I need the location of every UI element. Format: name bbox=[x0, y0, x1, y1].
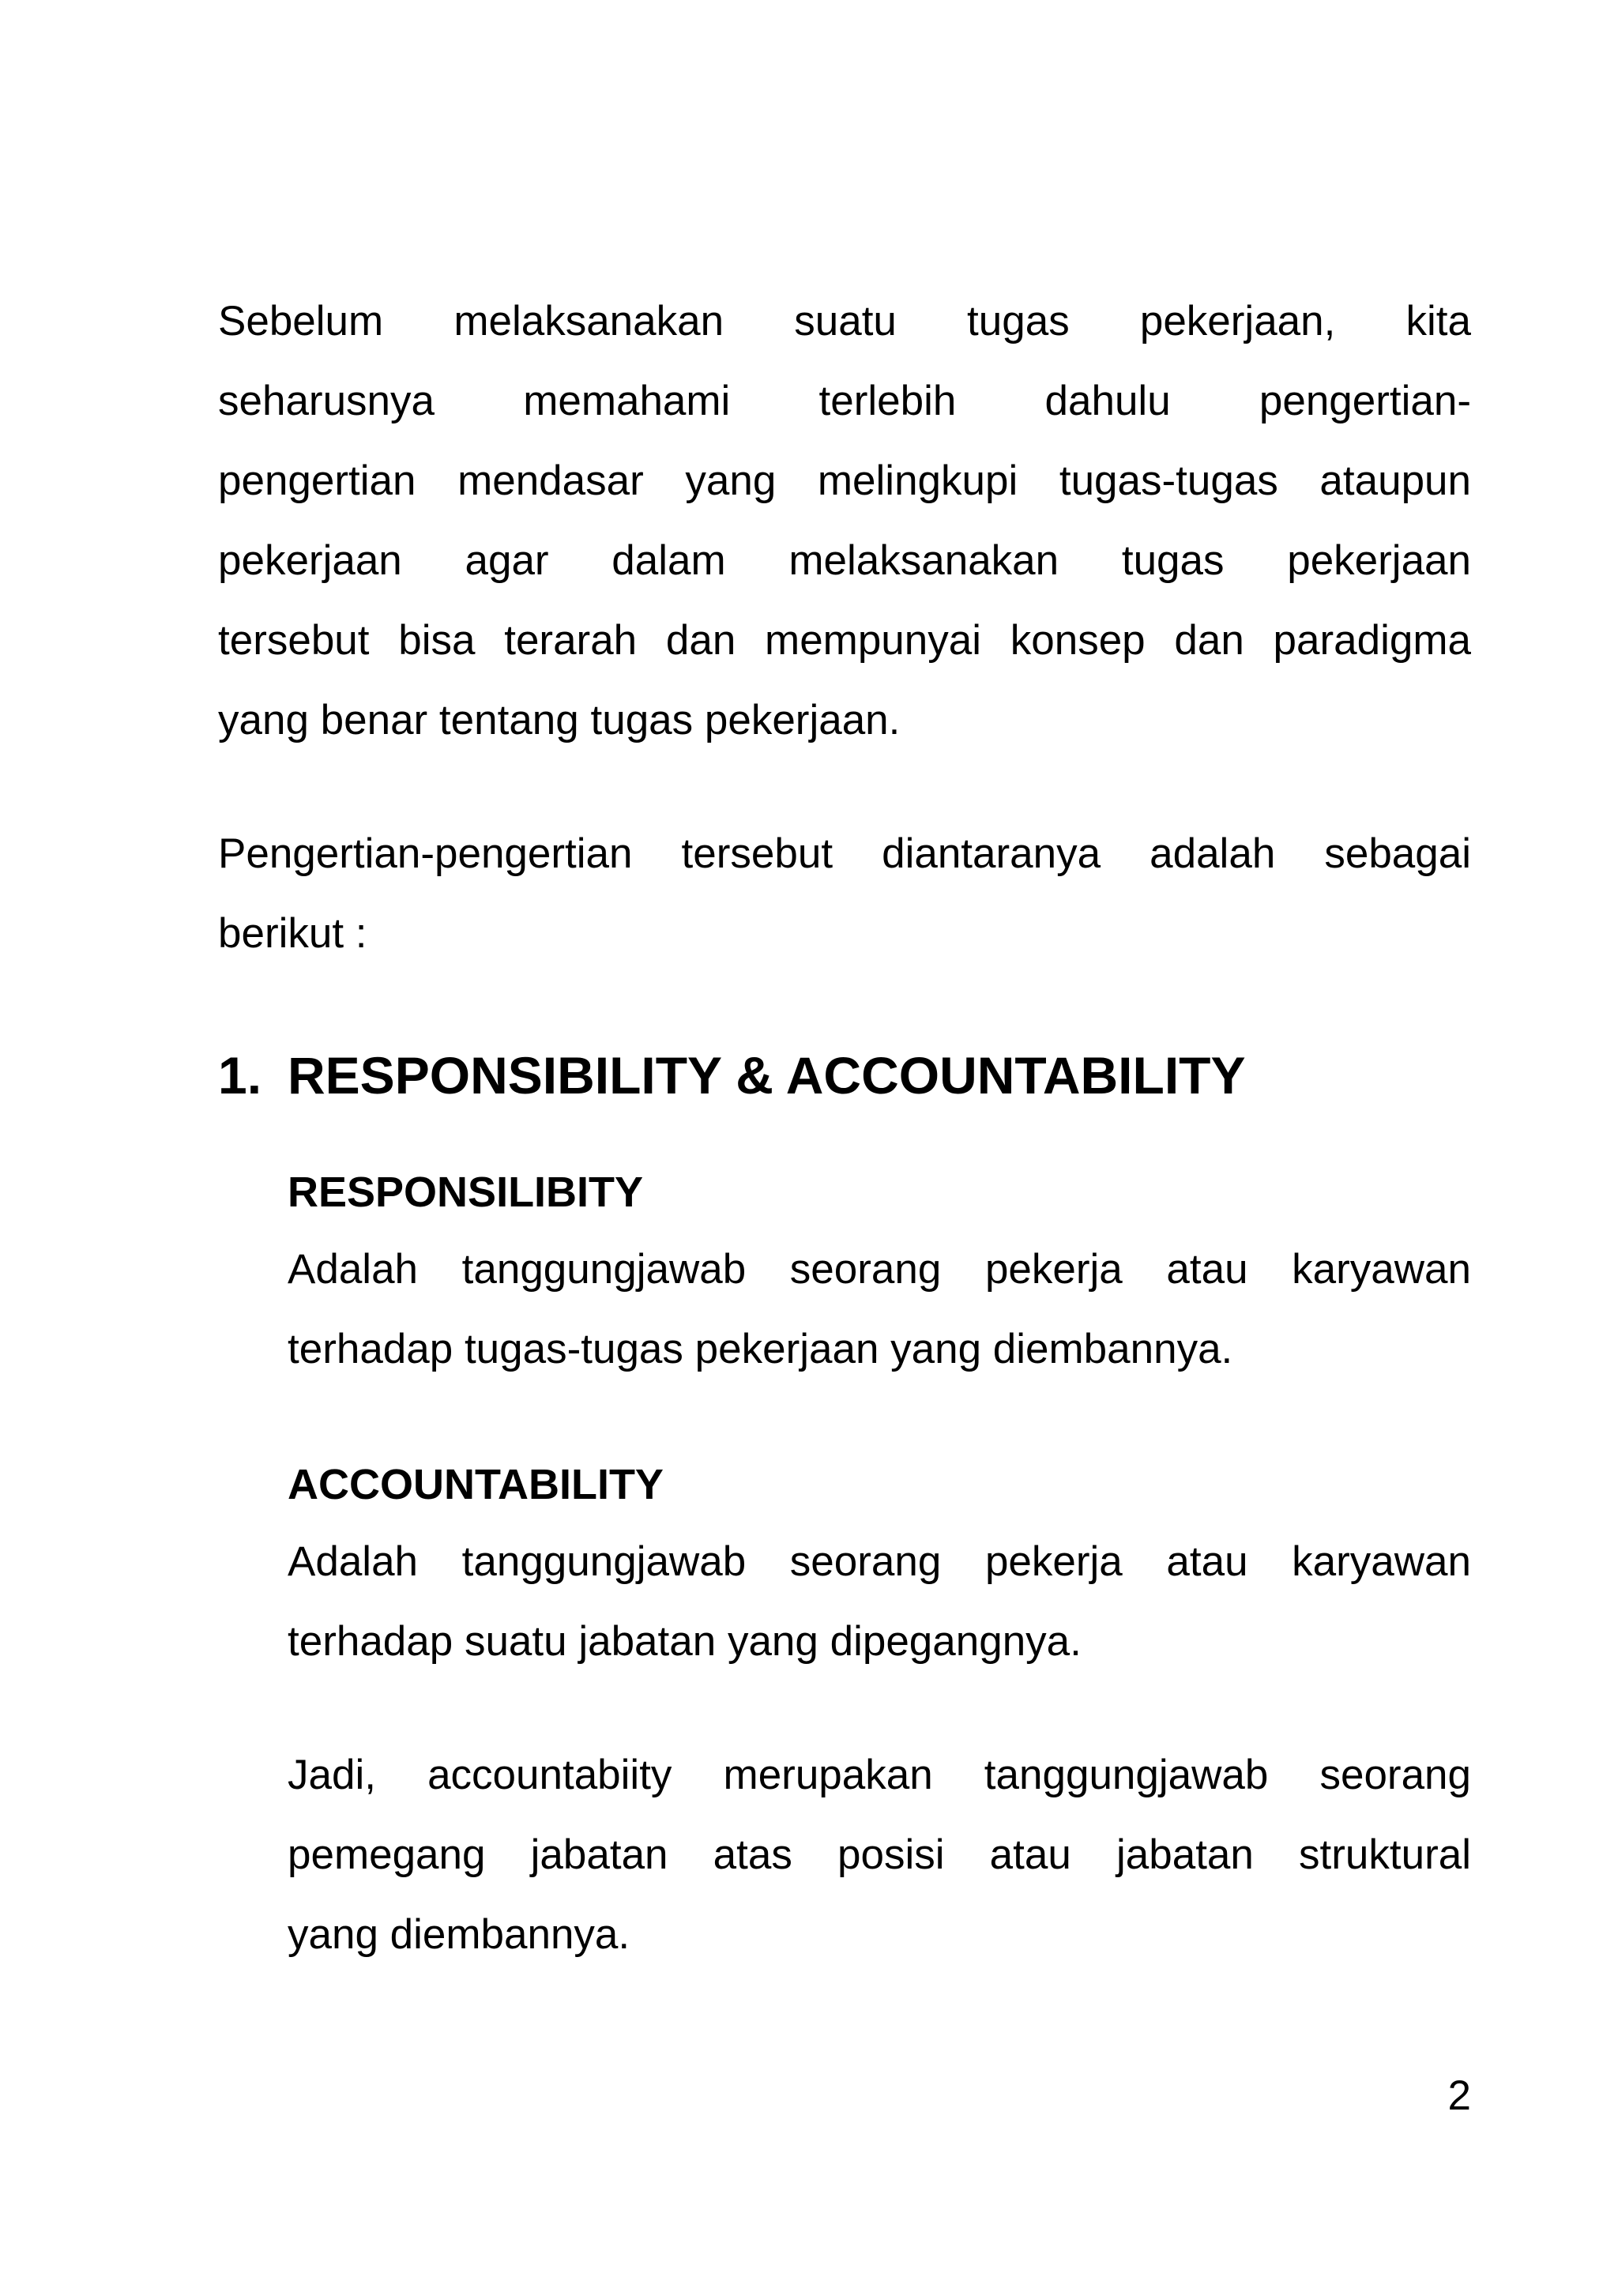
intro-second-paragraph bbox=[218, 814, 1471, 973]
paragraph-line: Jadi, accountabiity merupakan tanggungjawab seorang bbox=[288, 1752, 1471, 1798]
responsibility-definition bbox=[288, 1229, 1471, 1389]
intro-paragraph bbox=[218, 281, 1471, 760]
section-heading bbox=[218, 1040, 1246, 1111]
accountability-heading: ACCOUNTABILITY bbox=[288, 1461, 664, 1508]
paragraph-line: Adalah tanggungjawab seorang pekerja atau karyawan bbox=[288, 1538, 1471, 1585]
paragraph-line: terhadap tugas-tugas pekerjaan yang diembannya. bbox=[288, 1326, 1233, 1372]
paragraph-line: pemegang jabatan atas posisi atau jabatan struktural bbox=[288, 1831, 1471, 1878]
section-title: RESPONSIBILITY & ACCOUNTABILITY bbox=[288, 1046, 1246, 1105]
paragraph-line: Pengertian-pengertian tersebut diantaranya adalah sebagai bbox=[218, 830, 1471, 877]
paragraph-line: tersebut bisa terarah dan mempunyai konsep dan paradigma bbox=[218, 617, 1471, 664]
page-number: 2 bbox=[1447, 2072, 1471, 2119]
paragraph-line: Sebelum melaksanakan suatu tugas pekerjaan, kita bbox=[218, 298, 1471, 344]
paragraph-line: Adalah tanggungjawab seorang pekerja atau karyawan bbox=[288, 1246, 1471, 1293]
responsibility-heading: RESPONSILIBITY bbox=[288, 1169, 644, 1216]
paragraph-line: yang benar tentang tugas pekerjaan. bbox=[218, 697, 901, 743]
paragraph-line: seharusnya memahami terlebih dahulu pengertian- bbox=[218, 378, 1471, 424]
paragraph-line: pekerjaan agar dalam melaksanakan tugas pekerjaan bbox=[218, 537, 1471, 584]
accountability-definition bbox=[288, 1522, 1471, 1681]
paragraph-line: yang diembannya. bbox=[288, 1911, 630, 1958]
paragraph-line: pengertian mendasar yang melingkupi tugas-tugas ataupun bbox=[218, 457, 1471, 504]
conclusion-paragraph bbox=[288, 1735, 1471, 1974]
paragraph-line: berikut : bbox=[218, 910, 367, 957]
section-number: 1. bbox=[218, 1046, 262, 1105]
paragraph-line: terhadap suatu jabatan yang dipegangnya. bbox=[288, 1618, 1082, 1665]
